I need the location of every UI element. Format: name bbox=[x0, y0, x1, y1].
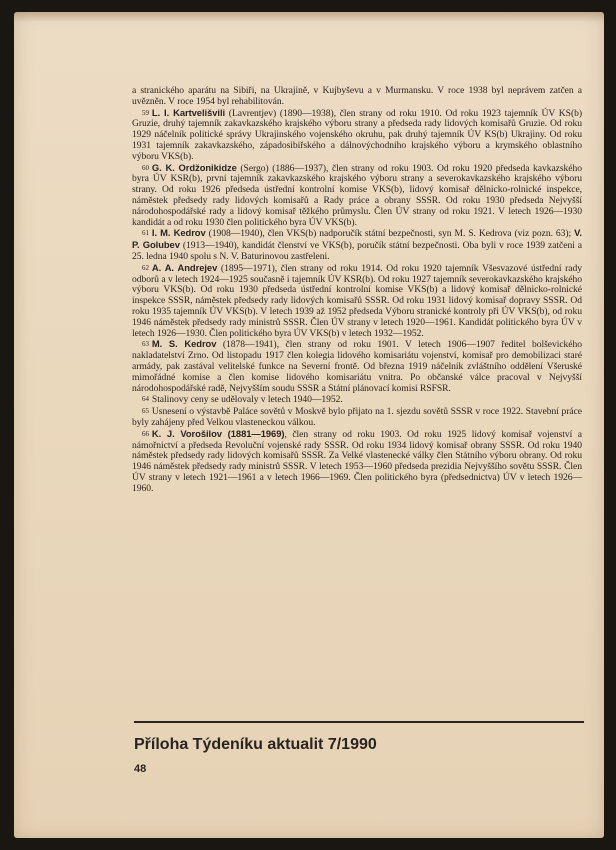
person-name: L. I. Kartvelišvili bbox=[151, 106, 226, 118]
intro-paragraph: a stranického aparátu na Sibiři, na Ukrajině, v Kujbyševu a v Murmansku. V roce 1938 byl neprávem zatčen a uvězněn. V roce 1954 byl rehabilitován. bbox=[132, 85, 582, 107]
footnote-number: 59 bbox=[142, 108, 149, 117]
footer-divider bbox=[134, 721, 584, 723]
person-name: A. A. Andrejev bbox=[151, 261, 218, 273]
document-page bbox=[14, 12, 604, 838]
footnote-64 bbox=[132, 394, 582, 406]
footnote-text: Usnesení o výstavbě Paláce sovětů v Moskvě bylo přijato na 1. sjezdu sovětů SSSR v roce 1922. Stavební práce byly zahájeny před Velkou vlasteneckou válkou. bbox=[132, 406, 582, 428]
footnote-60 bbox=[132, 163, 582, 229]
footnote-number: 60 bbox=[142, 163, 149, 172]
page-number: 48 bbox=[134, 763, 147, 775]
person-name: M. S. Kedrov bbox=[151, 338, 217, 350]
footnote-text: (1895—1971), člen strany od roku 1914. Od roku 1920 tajemník Všesvazové ústřední rady odborů a v letech 1924—1925 současně i tajemník ÚV KSR(b). Od roku 1927 tajemník severokavkazského krajského výboru VKS(b). Od roku 1930 předseda ústřední kontrolní komise VKS(b) a lidový komisař dělnicko-rolnické inspekce SSSR, náměstek předsedy rady lidových komisařů SSSR. Od roku 1931 lidový komisař dopravy SSSR. Od roku 1935 tajemník ÚV VKS(b). V letech 1939 až 1952 předseda Výboru stranické kontroly při ÚV VKS(b), od roku 1946 náměstek předsedy rady ministrů SSSR. Člen ÚV strany v letech 1920—1961. Kandidát politického byra ÚV v letech 1926—1930. Člen politického byra ÚV VKS(b) v letech 1932—1952. bbox=[132, 262, 582, 339]
footnote-63 bbox=[132, 339, 582, 394]
footnote-66 bbox=[132, 429, 582, 495]
footnote-text: , člen strany od roku 1903. Od roku 1925 lidový komisař vojenství a námořnictví a předseda Revoluční vojenské rady SSSR. Od roku 1934 lidový komisař obrany SSSR. Od roku 1940 náměstek předsedy rady lidových komisařů SSSR. Za Velké vlastenecké války člen Státního výboru obrany. Od roku 1946 náměstek předsedy rady ministrů SSSR. V letech 1953—1960 předseda prezidia Nejvyššího sovětu SSSR. Člen ÚV strany v letech 1921—1961 a v letech 1966—1969. Člen politického byra (předsednictva) ÚV v letech 1926—1960. bbox=[132, 428, 582, 494]
footnote-text: (1913—1940), kandidát členství ve VKS(b), poručík státní bezpečnosti. Oba byli v roce 1939 zatčeni a 25. ledna 1940 spolu s N. V. Baturinovou zastřeleni. bbox=[132, 240, 583, 262]
footnote-number: 66 bbox=[142, 429, 149, 438]
person-name: G. K. Ordžonikidze bbox=[151, 161, 237, 173]
footnote-62 bbox=[132, 263, 582, 340]
footnote-text: Stalinovy ceny se udělovaly v letech 1940—1952. bbox=[151, 394, 343, 406]
footnote-number: 64 bbox=[142, 395, 149, 404]
footnote-59 bbox=[132, 108, 582, 163]
footnote-number: 61 bbox=[142, 229, 149, 238]
footnote-65 bbox=[132, 406, 582, 429]
footnotes-block bbox=[132, 86, 582, 494]
person-name: K. J. Vorošilov (1881—1969) bbox=[151, 427, 285, 439]
footnote-text: (1908—1940), člen VKS(b) nadporučík státní bezpečnosti, syn M. S. Kedrova (viz pozn. 63); bbox=[205, 228, 575, 240]
footnote-number: 63 bbox=[142, 340, 149, 349]
footnote-text: (1878—1941), člen strany od roku 1901. V letech 1906—1907 ředitel bolševického nakladatelství Zrno. Od listopadu 1917 člen kolegia lidového komisariátu vojenství, komisař pro demobilizaci staré armády, pak zastával velitelské funkce na Severní frontě. Od března 1919 náčelník zvláštního oddělení Všeruské mimořádné komise a člen komise lidového komisariátu vnitra. Po občanské válce pracoval v Nejvyšší národohospodářské radě, Nejvyšším soudu SSSR a Státní plánovací komisi RSFSR. bbox=[132, 339, 582, 394]
footnote-text: (Lavrentjev) (1890—1938), člen strany od roku 1910. Od roku 1923 tajemník ÚV KS(b) Gruzie, druhý tajemník zakavkazského krajského výboru strany a předseda rady lidových komisařů Gruzie. Od roku 1929 náčelník politické správy Ukrajinského vojenského okruhu, pak druhý tajemník ÚV KS(b) Ukrajiny. Od roku 1931 tajemník zakavkazského, západosibiřského a dálnovýchodního krajského výboru a krymského oblastního výboru VKS(b). bbox=[132, 107, 582, 162]
publication-title: Příloha Týdeníku aktualit 7/1990 bbox=[134, 736, 377, 753]
footnote-number: 62 bbox=[142, 263, 149, 272]
footnote-61 bbox=[132, 228, 582, 262]
footnote-number: 65 bbox=[142, 407, 149, 416]
person-name: V. P. Golubev bbox=[132, 227, 582, 251]
footnote-text: (Sergo) (1886—1937), člen strany od roku 1903. Od roku 1920 předseda kavkazského byra ÚV KSR(b), první tajemník zakavkazského krajského výboru strany a severokavkazského krajského výboru strany. Od roku 1926 předseda ústřední kontrolní komise VKS(b), lidový komisař dělnicko-rolnické inspekce, náměstek předsedy rady lidových komisařů a Rady práce a obrany SSSR. Od roku 1930 předseda Nejvyšší národohospodářské rady a lidový komisař těžkého průmyslu. Člen ÚV strany od roku 1921. V letech 1926—1930 kandidát a od roku 1930 člen politického byra ÚV VKS(b). bbox=[132, 162, 582, 228]
person-name: I. M. Kedrov bbox=[151, 227, 206, 239]
